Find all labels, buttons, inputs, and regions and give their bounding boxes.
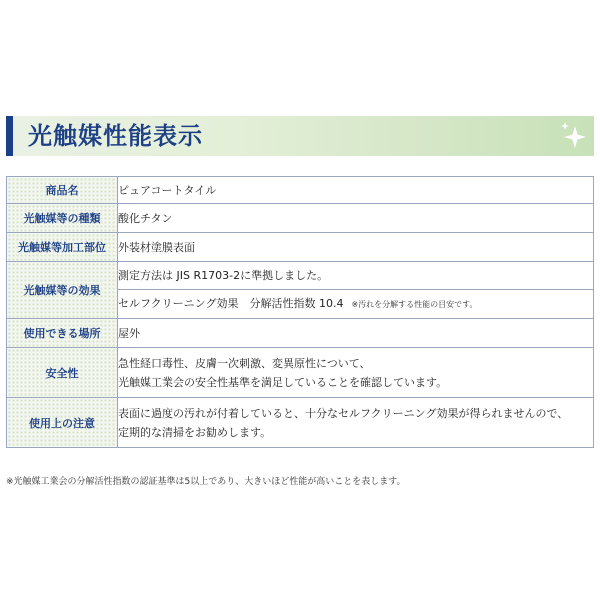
effect-index-text: セルフクリーニング効果 分解活性指数 10.4 xyxy=(118,297,344,310)
caution-line-1: 表面に過度の汚れが付着していると、十分なセルフクリーニング効果が得られませんので、 xyxy=(118,406,569,420)
table-row-processing-area xyxy=(7,233,594,262)
table-row-product-name xyxy=(7,177,594,204)
row-value: 酸化チタン xyxy=(118,204,594,233)
footnote: ※光触媒工業会の分解活性指数の認証基準は5以上であり、大きいほど性能が高いことを表します。 xyxy=(6,477,406,487)
table-row-caution xyxy=(7,398,594,448)
row-label: 光触媒等加工部位 xyxy=(7,233,118,262)
row-value: 測定方法は JIS R1703-2に準拠しました。 xyxy=(118,262,594,290)
table-row-safety xyxy=(7,348,594,398)
row-value xyxy=(118,348,594,398)
sparkle-icon xyxy=(558,120,588,152)
row-label: 光触媒等の種類 xyxy=(7,204,118,233)
spec-table xyxy=(6,176,594,448)
title-accent-bar xyxy=(6,116,13,156)
table-row-catalyst-type xyxy=(7,204,594,233)
row-value xyxy=(118,398,594,448)
row-value: ピュアコートタイル xyxy=(118,177,594,204)
table-row-usage-place xyxy=(7,319,594,348)
safety-line-1: 急性経口毒性、皮膚一次刺激、変異原性について、 xyxy=(118,356,371,370)
row-value xyxy=(118,290,594,319)
title-banner xyxy=(6,116,594,156)
table-row-effect-1 xyxy=(7,262,594,290)
row-label: 商品名 xyxy=(7,177,118,204)
page-title: 光触媒性能表示 xyxy=(28,122,203,150)
caution-line-2: 定期的な清掃をお勧めします。 xyxy=(118,425,272,439)
safety-line-2: 光触媒工業会の安全性基準を満足していることを確認しています。 xyxy=(118,375,448,389)
row-value: 屋外 xyxy=(118,319,594,348)
row-label: 光触媒等の効果 xyxy=(7,262,118,319)
row-label: 使用できる場所 xyxy=(7,319,118,348)
row-label: 安全性 xyxy=(7,348,118,398)
row-label: 使用上の注意 xyxy=(7,398,118,448)
effect-note: ※汚れを分解する性能の目安です。 xyxy=(351,300,478,309)
row-value: 外装材塗膜表面 xyxy=(118,233,594,262)
